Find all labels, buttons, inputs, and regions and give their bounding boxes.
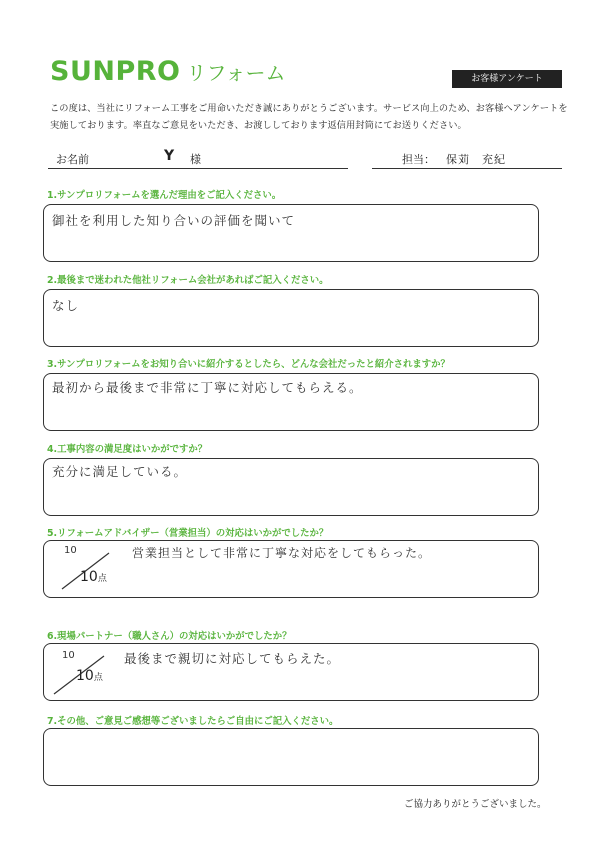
answer-box-7 [43,728,539,786]
answer-1-text: 御社を利用した知り合いの評価を聞いて [52,213,296,228]
logo-brand: SUNPRO [50,56,181,87]
question-1-label: 1.サンプロリフォームを選んだ理由をご記入ください。 [47,190,282,201]
footer-thanks: ご協力ありがとうございました。 [404,799,547,810]
score-6-number: 10 [76,668,94,684]
staff-row [372,148,562,169]
customer-name-suffix: 様 [190,153,201,166]
answer-box-6 [43,643,539,701]
question-2-label: 2.最後まで迷われた他社リフォーム会社があればご記入ください。 [47,275,329,286]
answer-box-5 [43,540,539,598]
answer-box-2 [43,289,539,347]
score-6-value [76,668,103,684]
answer-3-text: 最初から最後まで非常に丁寧に対応してもらえる。 [52,380,363,395]
question-4-label: 4.工事内容の満足度はいかがですか？ [47,444,208,455]
customer-name-row [48,148,348,169]
score-6-max: 10 [62,650,75,661]
answer-2-text: なし [52,298,80,313]
intro-text: この度は、当社にリフォーム工事をご用命いただき誠にありがとうございます。サービス向上のため、お客様へアンケートを実施しております。率直なご意見をいただき、お渡ししております返信用封筒にてお送りください。 [50,103,568,131]
answer-5-text: 営業担当として非常に丁寧な対応をしてもらった。 [132,546,432,560]
question-5-label: 5.リフォームアドバイザー（営業担当）の対応はいかがでしたか？ [47,528,329,539]
score-5-value [80,569,107,585]
staff-name: 保苅 充紀 [446,153,506,166]
customer-name-label: お名前 [56,153,89,166]
question-7-label: 7.その他、ご意見ご感想等ございましたらご自由にご記入ください。 [47,716,339,727]
answer-6-text: 最後まで親切に対応してもらえた。 [124,651,341,666]
question-3-label: 3.サンプロリフォームをお知り合いに紹介するとしたら、どんな会社だったと紹介されますか？ [47,359,450,370]
score-6-unit: 点 [93,673,103,683]
score-5-unit: 点 [97,574,107,584]
answer-box-3 [43,373,539,431]
answer-box-1 [43,204,539,262]
answer-4-text: 充分に満足している。 [52,464,188,479]
answer-box-4 [43,458,539,516]
question-6-label: 6.現場パートナー（職人さん）の対応はいかがでしたか？ [47,631,292,642]
logo-sub: リフォーム [186,61,286,85]
survey-badge: お客様アンケート [452,70,562,88]
score-5-number: 10 [80,569,98,585]
logo [50,56,286,87]
score-5-max: 10 [64,545,77,556]
staff-label: 担当： [402,153,435,166]
customer-name-value: Y [164,148,175,164]
